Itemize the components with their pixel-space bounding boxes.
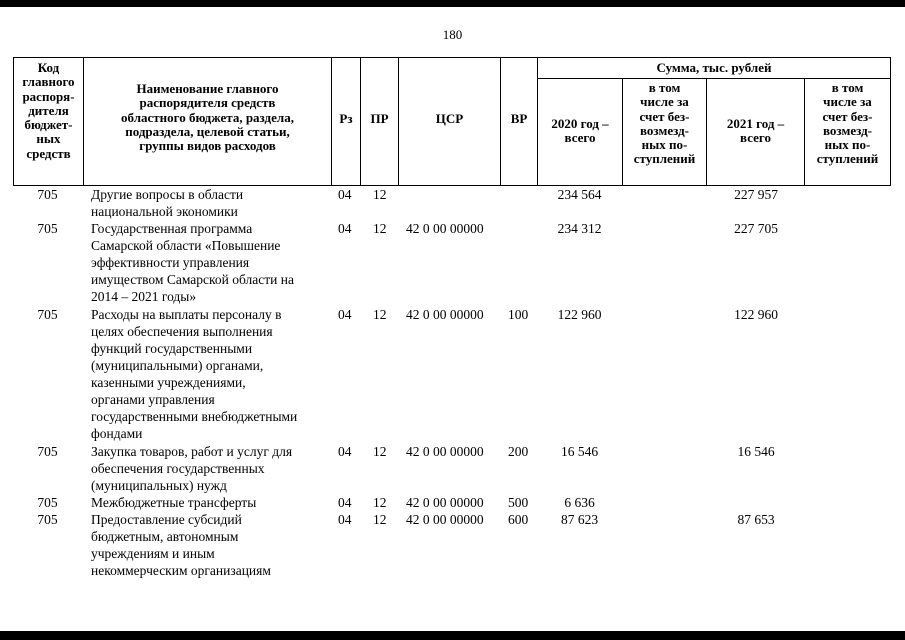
row-code: 705: [37, 444, 58, 459]
row-name: Предоставление субсидий бюджетным, автономным учреждениям и иным некоммерческим организациям: [91, 512, 271, 578]
row-csr: 42 0 00 00000: [406, 221, 484, 236]
header-2021-total: 2021 год – всего: [726, 116, 785, 146]
row-sum-2020: 16 546: [560, 444, 599, 459]
header-rz: Рз: [339, 111, 353, 126]
header-code: Код главного распоря- дителя бюджет- ных средств: [22, 60, 75, 161]
row-name: Государственная программа Самарской области «Повышение эффективности управления имуществом Самарской области на 2014 – 2021 годы»: [91, 221, 294, 304]
row-csr: 42 0 00 00000: [406, 444, 484, 459]
row-sum-2020: 234 564: [557, 187, 602, 202]
header-sum: Сумма, тыс. рублей: [656, 60, 772, 75]
row-sum-2021: 122 960: [734, 307, 778, 322]
row-sum-2021: 87 653: [737, 512, 775, 527]
header-top-rule: [13, 57, 891, 58]
row-vr: 500: [508, 495, 529, 510]
row-pr: 12: [373, 187, 387, 202]
row-csr: 42 0 00 00000: [406, 307, 484, 322]
header-name: Наименование главного распорядителя средств областного бюджета, раздела, подраздела, целевой статьи, группы видов расходов: [121, 81, 294, 154]
row-code: 705: [37, 187, 58, 202]
row-code: 705: [37, 512, 58, 527]
row-pr: 12: [373, 307, 387, 322]
header-pr: ПР: [370, 111, 389, 126]
row-code: 705: [37, 307, 58, 322]
header-2021-free: в том числе за счет без- возмезд- ных по- ступлений: [816, 80, 879, 167]
row-sum-2020: 234 312: [557, 221, 602, 236]
row-name: Межбюджетные трансферты: [91, 495, 257, 510]
row-rz: 04: [338, 307, 352, 322]
header-vr: ВР: [510, 111, 528, 126]
row-vr: 200: [508, 444, 529, 459]
bottom-border: [0, 631, 905, 640]
vline-10: [890, 57, 891, 186]
row-rz: 04: [338, 187, 352, 202]
row-rz: 04: [338, 221, 352, 236]
row-code: 705: [37, 495, 58, 510]
row-pr: 12: [373, 221, 387, 236]
page-number: 180: [442, 27, 463, 42]
header-csr: ЦСР: [435, 111, 464, 126]
row-name: Другие вопросы в области национальной экономики: [91, 187, 244, 219]
header-2020-free: в том числе за счет без- возмезд- ных по- ступлений: [633, 80, 696, 167]
row-sum-2021: 227 957: [734, 187, 778, 202]
row-sum-2020: 87 623: [560, 512, 599, 527]
row-rz: 04: [338, 512, 352, 527]
row-pr: 12: [373, 512, 387, 527]
header-2020-total: 2020 год – всего: [551, 116, 609, 146]
row-vr: 100: [508, 307, 529, 322]
row-pr: 12: [373, 444, 387, 459]
sum-sub-rule: [537, 78, 891, 79]
row-sum-2021: 16 546: [737, 444, 775, 459]
row-sum-2021: 227 705: [734, 221, 778, 236]
row-csr: 42 0 00 00000: [406, 512, 484, 527]
row-vr: 600: [508, 512, 529, 527]
row-sum-2020: 122 960: [557, 307, 602, 322]
row-pr: 12: [373, 495, 387, 510]
row-rz: 04: [338, 444, 352, 459]
row-csr: 42 0 00 00000: [406, 495, 484, 510]
row-name: Закупка товаров, работ и услуг для обеспечения государственных (муниципальных) нужд: [91, 444, 293, 493]
row-rz: 04: [338, 495, 352, 510]
top-border: [0, 0, 905, 7]
row-name: Расходы на выплаты персоналу в целях обеспечения выполнения функций государственными (муниципальными) органами, казенными учреждениями, органами управления государственными внебюджетными фондами: [91, 307, 298, 441]
row-sum-2020: 6 636: [564, 495, 595, 510]
row-code: 705: [37, 221, 58, 236]
